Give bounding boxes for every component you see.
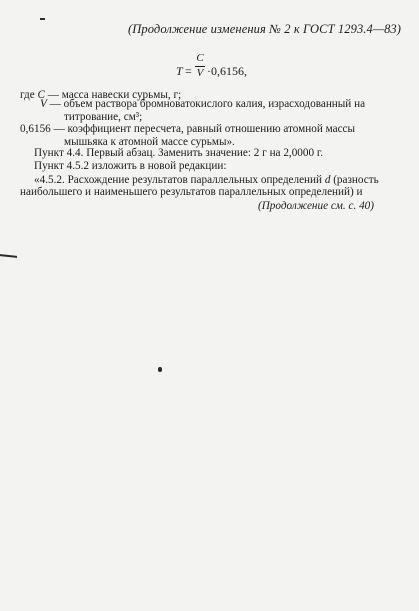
- paragraph-4-5-2-line-1: [34, 174, 379, 186]
- coefficient-value: 0,6156: [20, 123, 51, 135]
- scan-dot: [158, 367, 162, 372]
- definition-k-text-2: мышьяка к атомной массе сурьмы».: [64, 136, 235, 148]
- symbol-d: d: [324, 174, 331, 186]
- scan-mark-top: [40, 18, 45, 20]
- formula-coefficient: ·0,6156,: [207, 64, 247, 78]
- symbol-c: С: [37, 89, 45, 101]
- continuation-footer: (Продолжение см. с. 40): [258, 200, 374, 212]
- paragraph-4-5-2-intro: Пункт 4.5.2 изложить в новой редакции:: [34, 160, 227, 172]
- paragraph-4-5-2-text-1b: (разность: [330, 174, 379, 186]
- formula-equals: =: [185, 64, 192, 78]
- definition-prefix: где: [20, 89, 38, 101]
- definition-v: [40, 98, 365, 110]
- definition-v-text-1: — объем раствора бромноватокислого калия, израсходованный на: [46, 98, 366, 110]
- scan-mark-left-edge: [0, 254, 17, 258]
- formula-lhs: T: [176, 64, 183, 78]
- formula-numerator: C: [196, 52, 204, 64]
- paragraph-4-5-2-text-1a: «4.5.2. Расхождение результатов параллельных определений: [34, 174, 325, 186]
- continuation-header: (Продолжение изменения № 2 к ГОСТ 1293.4—83): [128, 22, 402, 36]
- paragraph-4-4: Пункт 4.4. Первый абзац. Заменить значение: 2 г на 2,0000 г.: [34, 147, 324, 159]
- symbol-v: V: [40, 98, 47, 110]
- definition-k-text-1: — коэффициент пересчета, равный отношению атомной массы: [50, 123, 356, 135]
- formula-denominator: V: [196, 67, 204, 79]
- definition-c-text: — масса навески сурьмы, г;: [44, 89, 182, 101]
- definition-v-text-2: титрование, см³;: [64, 111, 143, 123]
- paragraph-4-5-2-line-2: наибольшего и наименьшего результатов параллельных определений) и: [20, 186, 363, 198]
- definition-k: [20, 123, 355, 135]
